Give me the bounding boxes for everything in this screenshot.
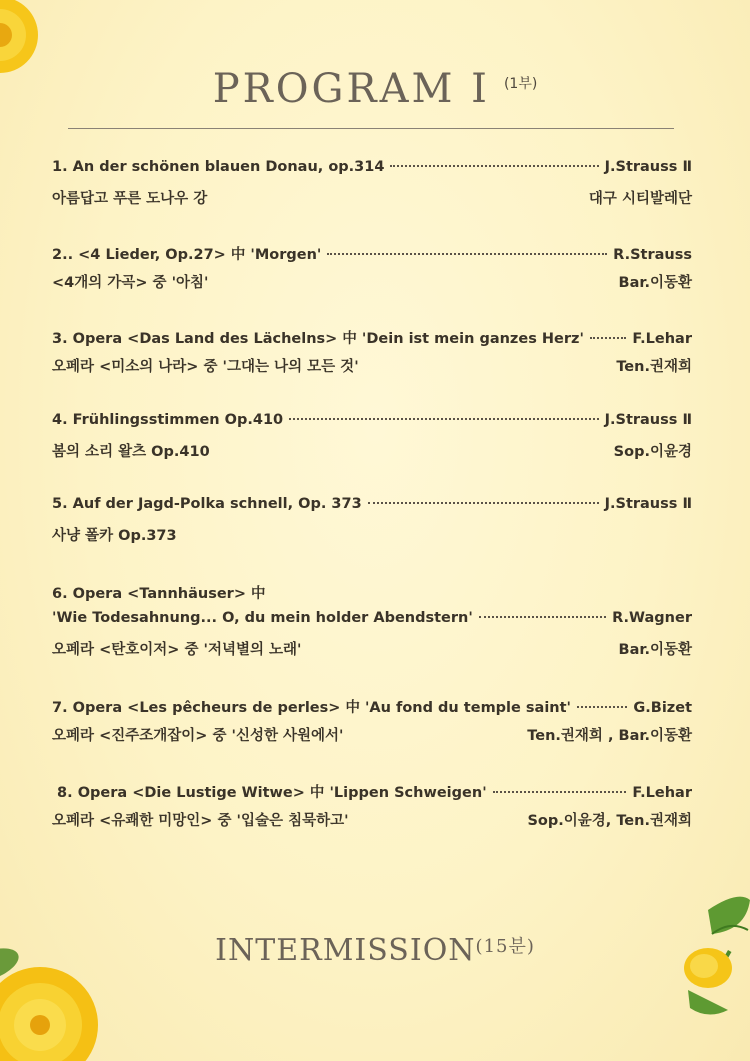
- program-part-label: (1부): [503, 76, 538, 92]
- program-item-6: [52, 582, 692, 666]
- program-title-text: PROGRAM I: [212, 66, 490, 112]
- piece-korean-title: 사냥 폴카 Op.373: [52, 528, 177, 544]
- leader-dots: [479, 616, 606, 618]
- intermission-duration: (15분): [475, 936, 535, 957]
- leader-dots: [590, 337, 626, 339]
- piece-title: 4. Frühlingsstimmen Op.410: [52, 412, 284, 428]
- intermission-label: [0, 932, 750, 968]
- piece-title: 1. An der schönen blauen Donau, op.314: [52, 159, 385, 175]
- title-divider: [68, 128, 674, 129]
- composer: J.Strauss Ⅱ: [604, 159, 692, 175]
- performer: Ten.권재희 , Bar.이동환: [527, 728, 692, 744]
- performer: Sop.이윤경: [613, 444, 692, 460]
- program-item-5: [52, 496, 692, 552]
- composer: J.Strauss Ⅱ: [604, 412, 692, 428]
- piece-title: 5. Auf der Jagd-Polka schnell, Op. 373: [52, 496, 362, 512]
- program-item-7: [52, 696, 692, 752]
- leader-dots: [327, 253, 607, 255]
- piece-korean-title: 오페라 <탄호이저> 중 '저녁별의 노래': [52, 642, 302, 658]
- piece-korean-title: 봄의 소리 왈츠 Op.410: [52, 444, 210, 460]
- leader-dots: [289, 418, 598, 420]
- piece-title: 3. Opera <Das Land des Lächelns> 中 'Dein ist mein ganzes Herz': [52, 331, 584, 347]
- piece-korean-title: <4개의 가곡> 중 '아침': [52, 275, 209, 291]
- composer: R.Strauss: [613, 247, 692, 263]
- intermission-text: INTERMISSION: [215, 933, 476, 968]
- composer: J.Strauss Ⅱ: [604, 496, 692, 512]
- piece-title: 2.. <4 Lieder, Op.27> 中 'Morgen': [52, 247, 322, 263]
- leader-dots: [390, 165, 598, 167]
- composer: G.Bizet: [633, 700, 692, 716]
- piece-title-intro: 6. Opera <Tannhäuser> 中: [52, 586, 266, 602]
- leader-dots: [577, 706, 627, 708]
- piece-title: 7. Opera <Les pêcheurs de perles> 中 'Au fond du temple saint': [52, 700, 571, 716]
- piece-korean-title: 오페라 <진주조개잡이> 중 '신성한 사원에서': [52, 728, 344, 744]
- composer: F.Lehar: [632, 331, 692, 347]
- performer: 대구 시티발레단: [588, 191, 692, 207]
- composer: F.Lehar: [632, 785, 692, 801]
- piece-korean-title: 아름답고 푸른 도나우 강: [52, 191, 208, 207]
- program-item-8: [52, 781, 692, 837]
- performer: Ten.권재희: [616, 359, 692, 375]
- program-item-4: [52, 412, 692, 468]
- program-item-2: [52, 243, 692, 299]
- leader-dots: [368, 502, 599, 504]
- performer: Sop.이윤경, Ten.권재희: [527, 813, 692, 829]
- program-title: [0, 66, 750, 112]
- program-item-1: [52, 159, 692, 215]
- piece-korean-title: 오페라 <미소의 나라> 중 '그대는 나의 모든 것': [52, 359, 359, 375]
- performer: Bar.이동환: [618, 275, 692, 291]
- piece-korean-title: 오페라 <유쾌한 미망인> 중 '입술은 침묵하고': [52, 813, 349, 829]
- performer: Bar.이동환: [618, 642, 692, 658]
- program-item-3: [52, 327, 692, 383]
- composer: R.Wagner: [612, 610, 692, 626]
- piece-title: 8. Opera <Die Lustige Witwe> 中 'Lippen Schweigen': [52, 785, 487, 801]
- leader-dots: [493, 791, 627, 793]
- piece-title: 'Wie Todesahnung... O, du mein holder Abendstern': [52, 610, 473, 626]
